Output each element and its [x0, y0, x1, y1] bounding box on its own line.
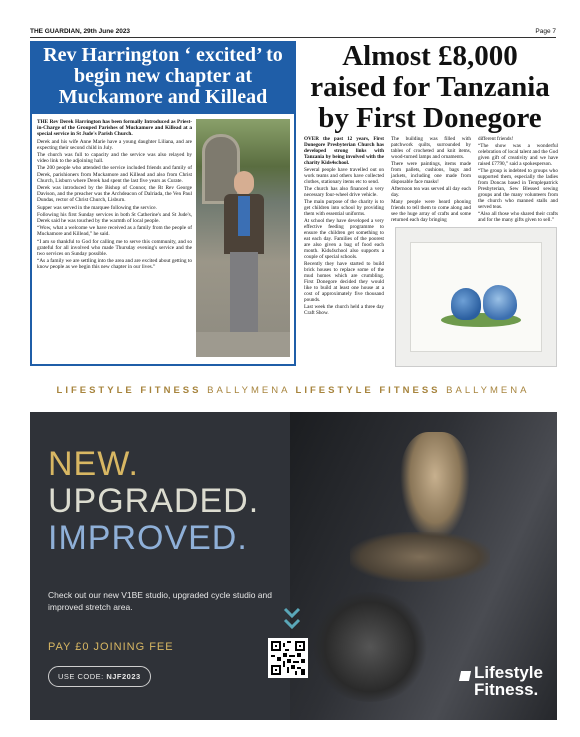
paper-date: THE GUARDIAN, 29th June 2023: [30, 28, 131, 35]
ad-banner-strip: [30, 385, 556, 399]
right-paragraph: At school they have developed a very effective feeding programme to ensure the children get something to eat each day. Families of the poorest are also given a bag of food each month. Kids4school also supports a couple of special schools.: [304, 218, 384, 260]
left-paragraph: “Wow, what a welcome we have received as a family from the people of Muckamore and Killead,” he said.: [37, 225, 192, 238]
right-lead: OVER the past 12 years, First Donegore Presbyterian Church has developed strong links with Tanzania by being involved with the charity Kids4school.: [304, 136, 384, 166]
left-story: [30, 41, 296, 366]
right-paragraph: “Also all those who shared their crafts and for the many gifts given to sell.”: [478, 211, 558, 223]
left-paragraph: Following his first Sunday services in both St Catherine's and St Jude's, Derek said he was touched by the warmth of local people.: [37, 211, 192, 225]
right-paragraph: Many people were heard phoning friends to tell them to come along and see the huge array of crafts and some returned each day bringing: [391, 199, 471, 223]
strip-location: BALLYMENA: [207, 385, 290, 396]
right-paragraph: Last week the church held a three day Craft Show.: [304, 304, 384, 316]
left-story-body: [32, 114, 294, 271]
strip-brand: LIFESTYLE FITNESS: [56, 385, 202, 396]
left-paragraph: Supper was served in the marquee following the service.: [37, 204, 157, 211]
lifestyle-fitness-logo: Lifestyle Fitness.: [474, 664, 543, 698]
right-paragraph: Recently they have started to build brick houses to replace some of the mud homes which are crumbling. First Donegore decided they would like to build at least one house at a cost of approximately five thousand pounds.: [304, 261, 384, 303]
left-lead: THE Rev Derek Harrington has been formally Introduced as Priest-in-Charge of the Grouped Parishes of Muckamore and Killead at a special service in St Jude's Parish Church.: [37, 119, 192, 138]
left-paragraph: Derek and his wife Anne Marie have a young daughter Liliana, and are expecting their second child in July.: [37, 138, 192, 151]
left-headline: Rev Harrington ‘ excited’ to begin new chapter at Muckamore and Killead: [32, 43, 294, 114]
left-paragraph: “As a family we are settling into the area and are excited about getting to know people as we begin this new chapter in our lives.”: [37, 258, 192, 271]
left-paragraph: Derek was introduced by the Bishop of Connor, the Rt Rev George Davison, and the preacher was the Archdeacon of Dalriada, the Ven Paul Dundas, rector of Christ Church, Lisburn.: [37, 185, 192, 204]
strip-location: BALLYMENA: [446, 385, 530, 396]
right-column-2: [391, 136, 471, 224]
left-paragraph: The church was full to capacity and the service was also relayed by video link to the adjoining hall.: [37, 152, 192, 165]
right-paragraph: “The show was a wonderful celebration of local talent and the God given gift of creativity and we have raised £7790,” said a spokesperson.: [478, 143, 558, 167]
right-paragraph: Several people have travelled out on work teams and others have collected clothes, stationary items etc to send.: [304, 167, 384, 185]
right-column-1: [304, 136, 384, 317]
page-number: Page 7: [535, 28, 556, 35]
qr-code-icon[interactable]: [268, 638, 308, 678]
rev-harrington-photo: [196, 119, 290, 357]
right-paragraph: The church has also financed a very necessary four-wheel drive vehicle.: [304, 186, 384, 198]
right-paragraph: Afternoon tea was served all day each day.: [391, 186, 471, 198]
ad-line-new: NEW.: [48, 445, 139, 483]
right-paragraph: There were paintings, items made from pallets, cushions, bags and jackets, including one made from disposable face masks!: [391, 161, 471, 185]
right-paragraph: “The group is indebted to groups who supported them, especially the ladies from Doncas based in Templepatrick Presbyterian, Sew Blessed sewing groups and the many volunteers from the church who manned stalls and served teas.: [478, 168, 558, 210]
left-paragraph: “I am so thankful to God for calling me to serve this community, and so grateful for all involved who made Thursday evening's service and the two services on Sunday possible.: [37, 238, 192, 258]
left-paragraph: The 200 people who attended the service included friends and family of Derek, parishioners from Muckamore and Killead and also from Christ Church, Lisburn where Derek had spent the last five years as Curate.: [37, 165, 192, 184]
craft-painting-photo: [395, 227, 557, 367]
ad-line-improved: IMPROVED.: [48, 519, 248, 557]
gym-cyclist-photo: [290, 412, 557, 720]
ad-headline: [48, 446, 259, 557]
lifestyle-fitness-advert: [30, 412, 557, 720]
right-paragraph: The main purpose of the charity is to get children into school by providing them with essential uniforms.: [304, 199, 384, 217]
right-headline: Almost £8,000 raised for Tanzania by First Donegore: [310, 40, 550, 134]
ad-line-upgraded: UPGRADED.: [48, 482, 260, 520]
right-column-3: [478, 136, 558, 224]
ad-joining-fee: PAY £0 JOINING FEE: [48, 641, 174, 653]
chevron-down-icon: [282, 605, 302, 633]
left-story-text: [37, 119, 192, 272]
right-paragraph: different friends!: [478, 136, 514, 142]
ad-description: Check out our new V1BE studio, upgraded cycle studio and improved stretch area.: [48, 590, 272, 612]
ad-promo-code: USE CODE: NJF2023: [48, 666, 151, 687]
strip-brand: LIFESTYLE FITNESS: [295, 385, 441, 396]
masthead: [30, 26, 556, 38]
right-paragraph: The building was filled with patchwork quilts, surrounded by tables of crocheted and knit items, wood-turned lamps and ornaments.: [391, 136, 471, 160]
